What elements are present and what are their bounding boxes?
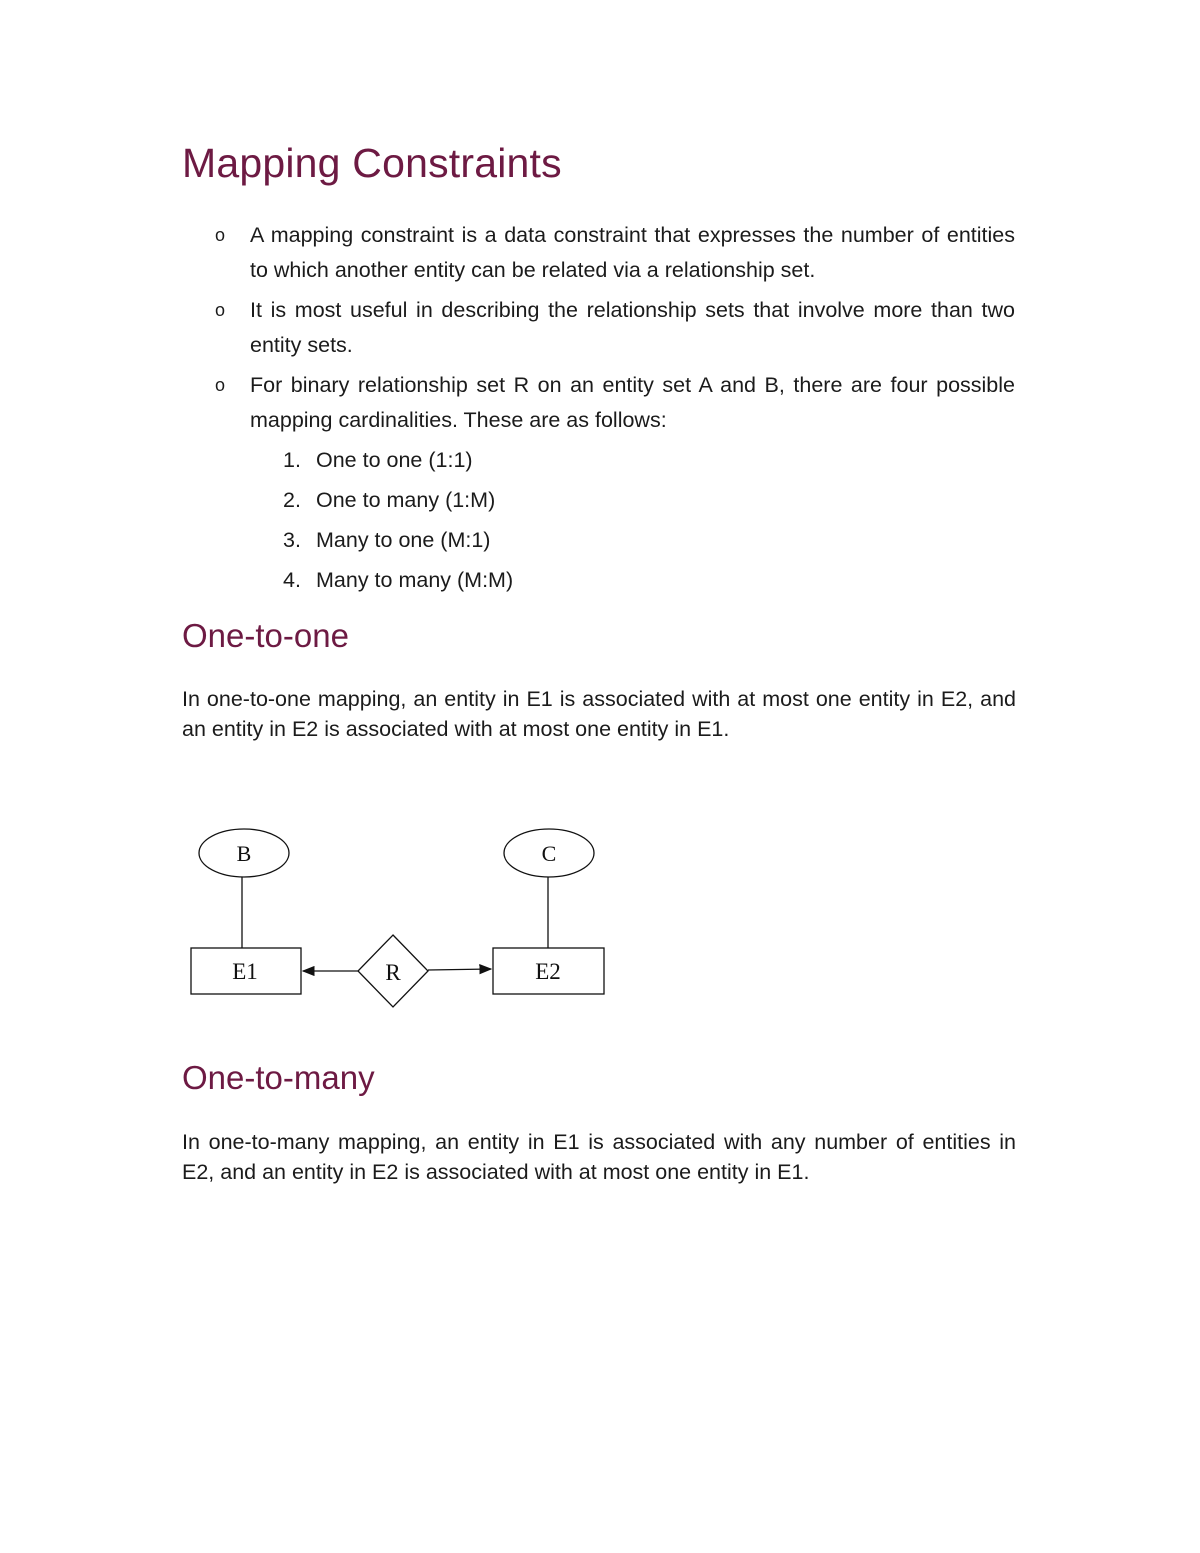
er-diagram — [170, 810, 630, 1020]
item-number: 1. — [283, 448, 301, 472]
bullet-item — [215, 218, 1015, 288]
bullet-item — [215, 293, 1015, 363]
item-text: One to many (1:M) — [316, 488, 496, 512]
one-to-one-paragraph: In one-to-one mapping, an entity in E1 is associated with at most one entity in E2, and an entity in E2 is associated with at most one entity in E1. — [182, 687, 1016, 741]
item-number: 3. — [283, 528, 301, 552]
cardinality-list — [283, 440, 513, 600]
attribute-b-label: B — [236, 841, 252, 866]
cardinality-item — [283, 440, 513, 480]
page-title: Mapping Constraints — [182, 140, 562, 186]
bullet-text: For binary relationship set R on an entity set A and B, there are four possible mapping cardinalities. These are as follows: — [250, 373, 1015, 432]
section-heading-one-to-many: One-to-many — [182, 1059, 375, 1096]
item-number: 2. — [283, 488, 301, 512]
cardinality-item — [283, 520, 513, 560]
cardinality-item — [283, 480, 513, 520]
arrow-r-to-e2 — [428, 969, 491, 970]
bullet-marker: o — [215, 375, 226, 395]
attribute-c-label: C — [541, 841, 557, 866]
bullet-item — [215, 368, 1015, 438]
entity-e1-label: E1 — [232, 959, 258, 984]
bullet-text: A mapping constraint is a data constraint that expresses the number of entities to which another entity can be related via a relationship set. — [250, 223, 1015, 282]
bullet-list — [215, 218, 1015, 443]
section-heading-one-to-one: One-to-one — [182, 617, 349, 654]
bullet-marker: o — [215, 300, 226, 320]
item-text: One to one (1:1) — [316, 448, 473, 472]
one-to-many-paragraph: In one-to-many mapping, an entity in E1 is associated with any number of entities in E2, and an entity in E2 is associated with at most one entity in E1. — [182, 1130, 1016, 1184]
relationship-r-label: R — [385, 960, 401, 985]
bullet-text: It is most useful in describing the relationship sets that involve more than two entity sets. — [250, 298, 1015, 357]
item-text: Many to many (M:M) — [316, 568, 514, 592]
bullet-marker: o — [215, 225, 226, 245]
item-number: 4. — [283, 568, 301, 592]
item-text: Many to one (M:1) — [316, 528, 491, 552]
cardinality-item — [283, 560, 513, 600]
entity-e2-label: E2 — [535, 959, 561, 984]
